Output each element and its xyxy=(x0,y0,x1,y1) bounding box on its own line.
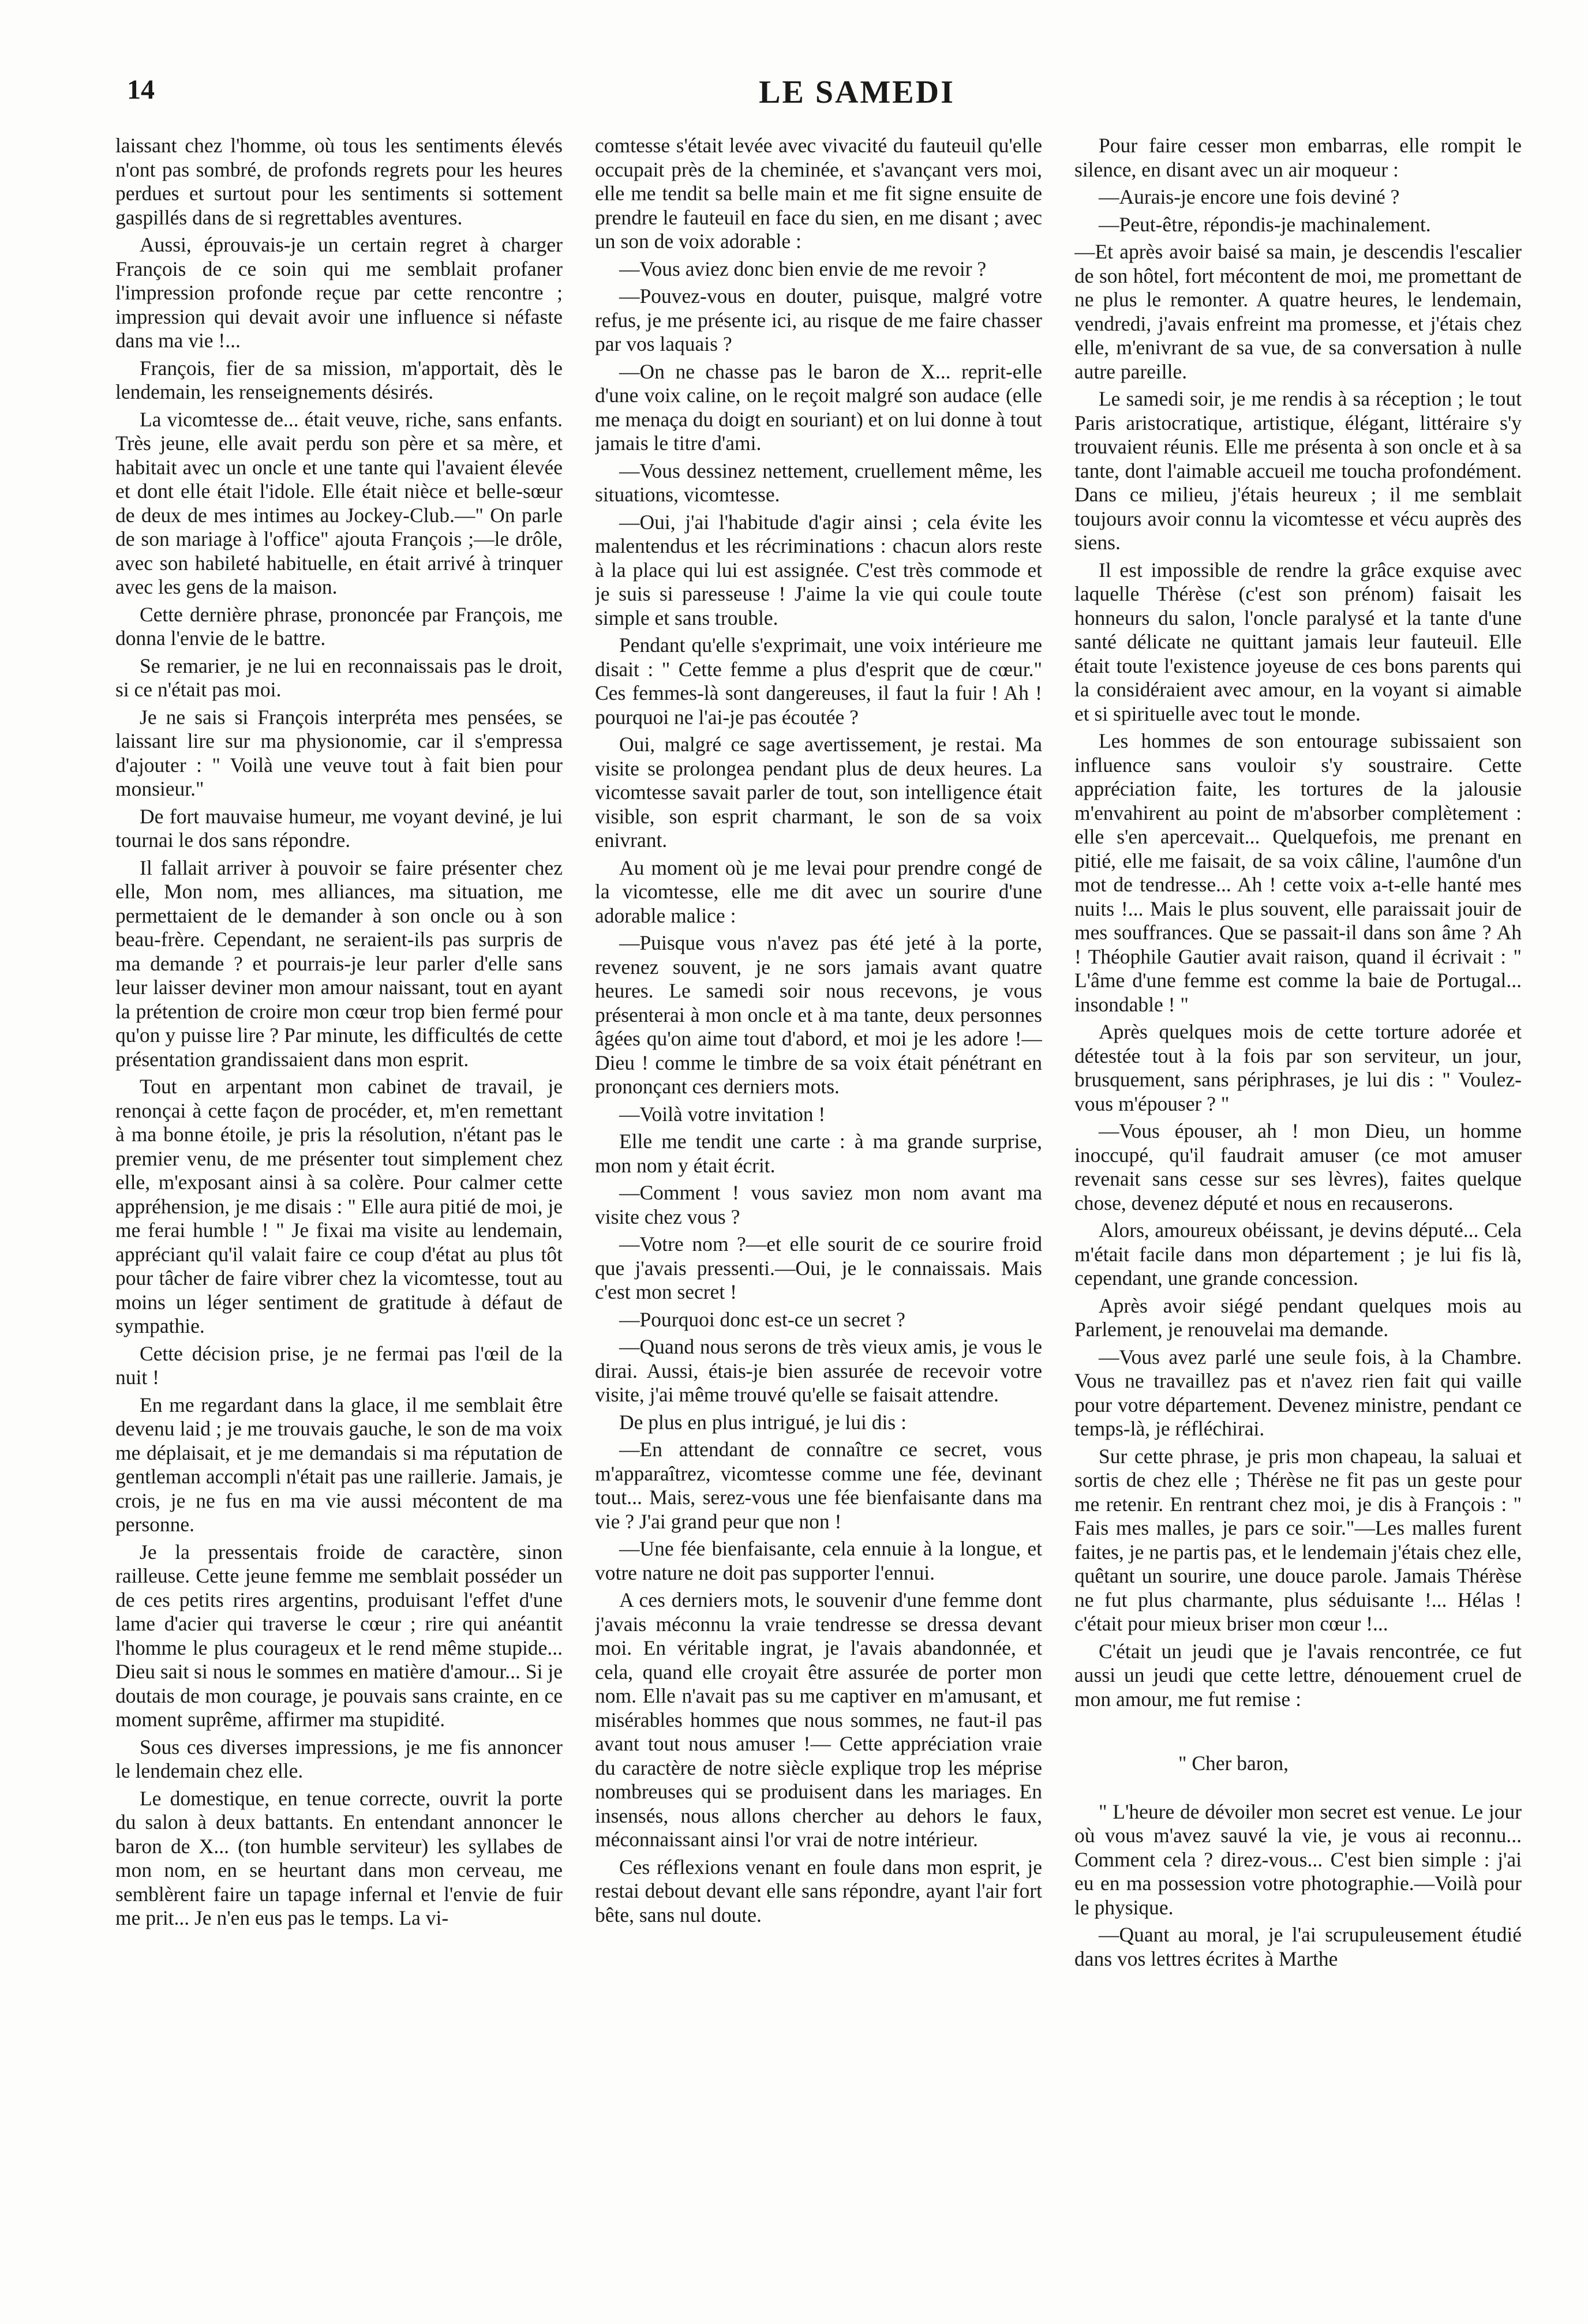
paragraph: —Oui, j'ai l'habitude d'agir ainsi ; cela évite les malentendus et les récriminations : chacun alors reste à la place qui lui est assignée. C'est très commode et je suis si paresseuse ! J'aime la vie qui coule toute simple et sans trouble. xyxy=(595,510,1042,629)
paragraph: —Votre nom ?—et elle sourit de ce sourire froid que j'avais pressenti.—Oui, je le connaissais. Mais c'est mon secret ! xyxy=(595,1232,1042,1303)
page-header xyxy=(127,74,1587,126)
paragraph: —Vous aviez donc bien envie de me revoir ? xyxy=(619,257,987,280)
paragraph: Tout en arpentant mon cabinet de travail, je renonçai à cette façon de procéder, et, m'en remettant à ma bonne étoile, je pris la résolution, n'étant pas le premier venu, de me présenter tout simplement chez elle, m'exposant ainsi à sa colère. Pour calmer cette appréhension, je me disais : " Elle aura pitié de moi, je me ferai humble ! " Je fixai ma visite au lendemain, appréciant qu'il valait faire ce coup d'état au plus tôt pour tâcher de faire vibrer chez la vicomtesse, tout au moins un léger sentiment de gratitude à défaut de sympathie. xyxy=(115,1075,563,1337)
paragraph: De plus en plus intrigué, je lui dis : xyxy=(619,1410,907,1434)
paragraph: En me regardant dans la glace, il me semblait être devenu laid ; je me trouvais gauche, le son de ma voix me déplaisait, et je me demandais si ma réputation de gentleman accompli n'était pas une raillerie. Jamais, je crois, je ne fus en ma vie aussi mécontent de ma personne. xyxy=(115,1393,563,1536)
letter-salutation: " Cher baron, xyxy=(1178,1752,1289,1775)
paragraph: Le domestique, en tenue correcte, ouvrit la porte du salon à deux battants. En entendant annoncer le baron de X... (ton humble serviteur) les syllabes de mon nom, en se heurtant dans mon cerveau, me semblèrent faire un tapage infernal et l'envie de fuir me prit... Je n'en eus pas le temps. La vi- xyxy=(115,1786,563,1929)
paragraph: —Aurais-je encore une fois deviné ? xyxy=(1099,185,1400,208)
paragraph: —Vous avez parlé une seule fois, à la Chambre. Vous ne travaillez pas et n'avez rien fait qui vaille pour votre département. Devenez ministre, pendant ce temps-là, je réfléchirai. xyxy=(1074,1345,1522,1440)
paragraph: Pour faire cesser mon embarras, elle rompit le silence, en disant avec un air moqueur : xyxy=(1074,134,1522,181)
paragraph: Après quelques mois de cette torture adorée et détestée tout à la fois par son serviteur, un jour, brusquement, sans périphrases, je lui dis : " Voulez-vous m'épouser ? " xyxy=(1074,1020,1522,1115)
paragraph: —Et après avoir baisé sa main, je descendis l'escalier de son hôtel, fort mécontent de moi, me promettant de ne plus le remonter. A quatre heures, le lendemain, vendredi, j'avais enfreint ma promesse, et j'étais chez elle, m'enivrant de sa vue, de sa conversation à nulle autre pareille. xyxy=(1074,240,1522,383)
paragraph: —Vous épouser, ah ! mon Dieu, un homme inoccupé, qu'il faudrait amuser (ce mot amuser revenait sans cesse sur ses lèvres), faites quelque chose, devenez député et nous en recauserons. xyxy=(1074,1119,1522,1215)
paragraph: —Quant au moral, je l'ai scrupuleusement étudié dans vos lettres écrites à Marthe xyxy=(1074,1923,1522,1970)
paragraph: —Quand nous serons de très vieux amis, je vous le dirai. Aussi, étais-je bien assurée de recevoir votre visite, j'ai même trouvé qu'elle se faisait attendre. xyxy=(595,1335,1042,1406)
text-column-3 xyxy=(1074,134,1522,2321)
paragraph: Il fallait arriver à pouvoir se faire présenter chez elle, Mon nom, mes alliances, ma situation, me permettaient de le demander à son oncle ou à son beau-frère. Cependant, ne seraient-ils pas surpris de ma demande ? et pourrais-je leur parler d'elle sans leur laisser deviner mon amour naissant, tout en ayant la prétention de croire mon cœur trop bien fermé pour qu'on y puisse lire ? Par minute, les difficultés de cette présentation grandissaient dans mon esprit. xyxy=(115,856,563,1071)
paragraph: Cette décision prise, je ne fermai pas l'œil de la nuit ! xyxy=(115,1341,563,1389)
paragraph: —Peut-être, répondis-je machinalement. xyxy=(1099,212,1431,236)
paragraph: Le samedi soir, je me rendis à sa réception ; le tout Paris aristocratique, artistique, élégant, littéraire s'y trouvaient réunis. Elle me présenta à son oncle et à sa tante, dont l'aimable accueil me toucha profondément. Dans ce milieu, j'étais heureux ; il me semblait toujours avoir connu la vicomtesse et vécu auprès des siens. xyxy=(1074,387,1522,554)
paragraph: comtesse s'était levée avec vivacité du fauteuil qu'elle occupait près de la cheminée, et s'avançant vers moi, elle me tendit sa belle main et me fit signe ensuite de prendre le fauteuil en face du sien, en me disant ; avec un son de voix adorable : xyxy=(595,134,1042,253)
paragraph: Oui, malgré ce sage avertissement, je restai. Ma visite se prolongea pendant plus de deux heures. La vicomtesse savait parler de tout, son intelligence était visible, son esprit charmant, le son de sa voix enivrant. xyxy=(595,733,1042,852)
paragraph: Je la pressentais froide de caractère, sinon railleuse. Cette jeune femme me semblait posséder un de ces petits rires argentins, produisant l'effet d'une lame d'acier qui traverse le cœur ; rire qui anéantit l'homme le plus courageux et le rend même stupide... Dieu sait si nous le sommes en matière d'amour... Si je doutais de mon courage, je pouvais sans crainte, en ce moment suprême, affirmer ma stupidité. xyxy=(115,1540,563,1731)
paragraph: —Une fée bienfaisante, cela ennuie à la longue, et votre nature ne doit pas supporter l'ennui. xyxy=(595,1537,1042,1584)
paragraph: Les hommes de son entourage subissaient son influence sans vouloir s'y soustraire. Cette appréciation faite, les tortures de la jalousie m'envahirent au point de m'absorber complètement : elle s'en apercevait... Quelquefois, me prenant en pitié, elle me faisait, de sa voix câline, l'aumône d'un mot de tendresse... Ah ! cette voix a-t-elle hanté mes nuits !... Mais le plus souvent, elle paraissait jouir de mes souffrances. Que se passait-il dans son âme ? Ah ! Théophile Gautier avait raison, quand il écrivait : " L'âme d'une femme est comme la baie de Portugal... insondable ! " xyxy=(1074,729,1522,1016)
paragraph: —Comment ! vous saviez mon nom avant ma visite chez vous ? xyxy=(595,1181,1042,1228)
paragraph: Elle me tendit une carte : à ma grande surprise, mon nom y était écrit. xyxy=(595,1130,1042,1177)
paragraph: —En attendant de connaître ce secret, vous m'apparaîtrez, vicomtesse comme une fée, devinant tout... Mais, serez-vous une fée bienfaisante dans ma vie ? J'ai grand peur que non ! xyxy=(595,1438,1042,1533)
paragraph: Pendant qu'elle s'exprimait, une voix intérieure me disait : " Cette femme a plus d'esprit que de cœur." Ces femmes-là sont dangereuses, il faut la fuir ! Ah ! pourquoi ne l'ai-je pas écoutée ? xyxy=(595,634,1042,729)
paragraph: De fort mauvaise humeur, me voyant deviné, je lui tournai le dos sans répondre. xyxy=(115,804,563,852)
paragraph: —Vous dessinez nettement, cruellement même, les situations, vicomtesse. xyxy=(595,459,1042,506)
paragraph: C'était un jeudi que je l'avais rencontrée, ce fut aussi un jeudi que cette lettre, dénouement cruel de mon amour, me fut remise : xyxy=(1074,1639,1522,1711)
paragraph: Se remarier, je ne lui en reconnaissais pas le droit, si ce n'était pas moi. xyxy=(115,654,563,701)
paragraph: Aussi, éprouvais-je un certain regret à charger François de ce soin qui me semblait profaner l'impression profonde reçue par cette rencontre ; impression qui devait avoir une influence si néfaste dans ma vie !... xyxy=(115,233,563,352)
text-columns xyxy=(115,134,1587,2321)
paragraph: Il est impossible de rendre la grâce exquise avec laquelle Thérèse (c'est son prénom) faisait les honneurs du salon, l'oncle paralysé et la tante d'une santé délicate ne quittant jamais leur fauteuil. Elle était toute l'existence joyeuse de ces bons parents qui la considéraient avec amour, en la voyant si aimable et si spirituelle avec tout le monde. xyxy=(1074,558,1522,725)
paragraph: " L'heure de dévoiler mon secret est venue. Le jour où vous m'avez sauvé la vie, je vous ai reconnu... Comment cela ? direz-vous... C'est bien simple : j'ai eu en ma possession votre photographie.—Voilà pour le physique. xyxy=(1074,1800,1522,1919)
paragraph: Ces réflexions venant en foule dans mon esprit, je restai debout devant elle sans répondre, ayant l'air fort bête, sans nul doute. xyxy=(595,1855,1042,1926)
paragraph: Alors, amoureux obéissant, je devins député... Cela m'était facile dans mon département ; je lui fis là, cependant, une grande concession. xyxy=(1074,1219,1522,1290)
paragraph: laissant chez l'homme, où tous les sentiments élevés n'ont pas sombré, de profonds regrets pour les heures perdues et surtout pour les sentiments si sottement gaspillés dans de si regrettables aventures. xyxy=(115,134,563,229)
paragraph: —Puisque vous n'avez pas été jeté à la porte, revenez souvent, je ne sors jamais avant quatre heures. Le samedi soir nous recevons, je vous présenterai à mon oncle et à ma tante, deux personnes âgées qu'on aime tout d'abord, et moi je les adore !—Dieu ! comme le timbre de sa voix était pénétrant en prononçant ces derniers mots. xyxy=(595,931,1042,1098)
paragraph: François, fier de sa mission, m'apportait, dès le lendemain, les renseignements désirés. xyxy=(115,356,563,403)
paragraph: Sur cette phrase, je pris mon chapeau, la saluai et sortis de chez elle ; Thérèse ne fit pas un geste pour me retenir. En rentrant chez moi, je dis à François : " Fais mes malles, je pars ce soir."—Les malles furent faites, je ne partis pas, et le lendemain j'étais chez elle, quêtant un sourire, une douce parole. Jamais Thérèse ne fut plus charmante, plus séduisante !... Hélas ! c'était pour mieux briser mon cœur !... xyxy=(1074,1444,1522,1635)
paragraph: —Voilà votre invitation ! xyxy=(619,1102,826,1126)
paragraph: —Pourquoi donc est-ce un secret ? xyxy=(619,1307,905,1331)
paragraph: La vicomtesse de... était veuve, riche, sans enfants. Très jeune, elle avait perdu son père et sa mère, et habitait avec un oncle et une tante qui l'avaient élevée et dont elle était l'idole. Elle était nièce et belle-sœur de deux de mes intimes au Jockey-Club.—" On parle de son mariage à l'office" ajouta François ;—le drôle, avec son habileté habituelle, en était arrivé à trinquer avec les gens de la maison. xyxy=(115,407,563,598)
journal-title: LE SAMEDI xyxy=(759,74,955,110)
paragraph: Après avoir siégé pendant quelques mois au Parlement, je renouvelai ma demande. xyxy=(1074,1294,1522,1341)
paragraph: Je ne sais si François interpréta mes pensées, se laissant lire sur ma physionomie, car il s'empressa d'ajouter : " Voilà une veuve tout à fait bien pour monsieur." xyxy=(115,705,563,800)
text-column-1 xyxy=(115,134,563,2321)
paragraph: A ces derniers mots, le souvenir d'une femme dont j'avais méconnu la vraie tendresse se dressa devant moi. En véritable ingrat, je l'avais abandonnée, et cela, quand elle croyait être assurée de porter mon nom. Elle n'avait pas su me captiver en m'amusant, et misérables hommes que nous sommes, ne faut-il pas avant tout nous amuser !— Cette appréciation vraie du caractère de notre siècle explique trop les méprise nombreuses qui se produisent dans les mariages. En insensés, nous allons chercher au dehors le faux, méconnaissant ainsi l'or vrai de notre intérieur. xyxy=(595,1588,1042,1851)
paragraph: Sous ces diverses impressions, je me fis annoncer le lendemain chez elle. xyxy=(115,1735,563,1782)
paragraph: Au moment où je me levai pour prendre congé de la vicomtesse, elle me dit avec un sourire d'une adorable malice : xyxy=(595,856,1042,927)
paragraph: —On ne chasse pas le baron de X... reprit-elle d'une voix caline, on le reçoit malgré son audace (elle me menaça du doigt en souriant) et on lui donne à tout jamais le titre d'ami. xyxy=(595,359,1042,455)
paragraph: Cette dernière phrase, prononcée par François, me donna l'envie de le battre. xyxy=(115,602,563,650)
paragraph: —Pouvez-vous en douter, puisque, malgré votre refus, je me présente ici, au risque de me faire chasser par vos laquais ? xyxy=(595,284,1042,355)
page-number: 14 xyxy=(127,74,155,105)
text-column-2 xyxy=(595,134,1042,2321)
